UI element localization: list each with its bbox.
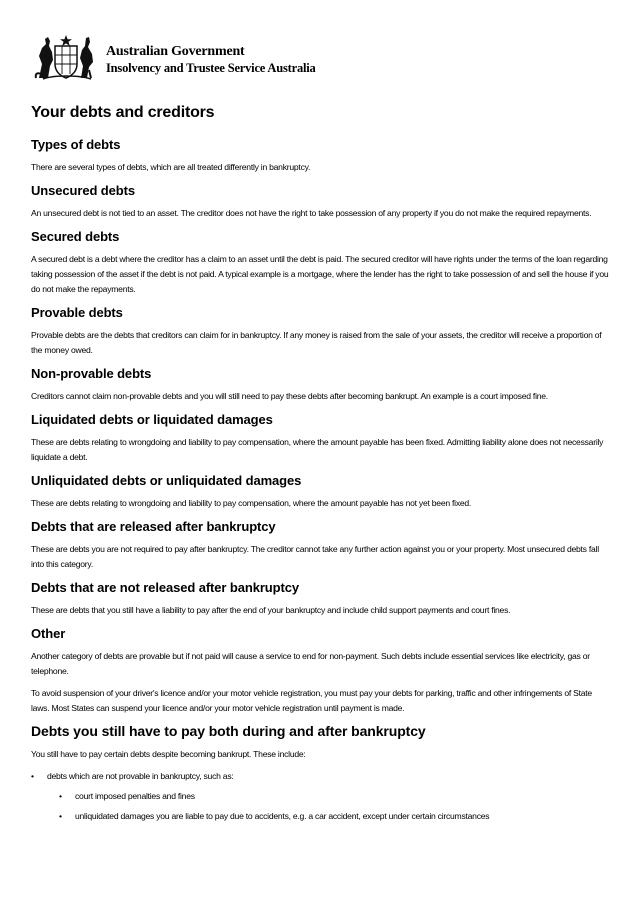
paragraph-unsecured-debts: An unsecured debt is not tied to an asset. The creditor does not have the right to take possession of any property if you do not make the required repayments. bbox=[31, 208, 592, 218]
heading-provable-debts: Provable debts bbox=[31, 305, 123, 320]
paragraph-liquidated-debts: These are debts relating to wrongdoing and liability to pay compensation, where the amount payable has been fixed. Admitting liability alone does not necessarily liquidate a debt. bbox=[31, 437, 604, 462]
heading-debts-during-and-after: Debts you still have to pay both during and after bankruptcy bbox=[31, 723, 426, 739]
list-item-text: debts which are not provable in bankruptcy, such as: bbox=[47, 771, 234, 781]
heading-unsecured-debts: Unsecured debts bbox=[31, 183, 135, 198]
heading-non-provable-debts: Non-provable debts bbox=[31, 366, 152, 381]
page-title: Your debts and creditors bbox=[31, 104, 215, 121]
coat-of-arms-logo bbox=[33, 34, 99, 80]
heading-types-of-debts: Types of debts bbox=[31, 137, 121, 152]
paragraph-not-released-debts: These are debts that you still have a liability to pay after the end of your bankruptcy and include child support payments and court fines. bbox=[31, 605, 511, 615]
bullet-list bbox=[31, 769, 611, 824]
list-item: • unliquidated damages you are liable to pay due to accidents, e.g. a car accident, except under certain circumstances bbox=[59, 809, 611, 824]
paragraph-unliquidated-debts: These are debts relating to wrongdoing and liability to pay compensation, where the amount payable has not yet been fixed. bbox=[31, 498, 472, 508]
heading-secured-debts: Secured debts bbox=[31, 229, 120, 244]
heading-liquidated-debts: Liquidated debts or liquidated damages bbox=[31, 412, 273, 427]
list-item: • court imposed penalties and fines bbox=[59, 789, 611, 804]
paragraph-types-of-debts: There are several types of debts, which are all treated differently in bankruptcy. bbox=[31, 162, 311, 172]
government-name: Australian Government bbox=[106, 44, 245, 59]
paragraph-released-debts: These are debts you are not required to pay after bankruptcy. The creditor cannot take any further action against you or your property. Most unsecured debts fall into this category. bbox=[31, 544, 599, 569]
paragraph-secured-debts: A secured debt is a debt where the creditor has a claim to an asset until the debt is paid. The secured creditor will have rights under the terms of the loan regarding taking possession of the asset if the debt is not paid. A typical example is a mortgage, where the lender has the right to take possession of and sell the house if you do not make the repayments. bbox=[31, 254, 609, 294]
sub-bullet-list bbox=[59, 789, 611, 824]
list-item bbox=[31, 769, 611, 824]
heading-other: Other bbox=[31, 626, 66, 641]
heading-released-debts: Debts that are released after bankruptcy bbox=[31, 519, 276, 534]
paragraph-other-1: Another category of debts are provable but if not paid will cause a service to end for non-payment. Such debts include essential services like electricity, gas or telephone. bbox=[31, 651, 590, 676]
agency-subname: Insolvency and Trustee Service Australia bbox=[106, 61, 316, 75]
document-body bbox=[31, 103, 611, 829]
paragraph-provable-debts: Provable debts are the debts that creditors can claim for in bankruptcy. If any money is raised from the sale of your assets, the creditor will receive a proportion of the money owed. bbox=[31, 330, 602, 355]
paragraph-debts-during-and-after: You still have to pay certain debts despite becoming bankrupt. These include: bbox=[31, 749, 306, 759]
agency-name bbox=[106, 44, 316, 76]
agency-header bbox=[33, 34, 333, 84]
heading-unliquidated-debts: Unliquidated debts or unliquidated damages bbox=[31, 473, 302, 488]
heading-not-released-debts: Debts that are not released after bankruptcy bbox=[31, 580, 299, 595]
paragraph-non-provable-debts: Creditors cannot claim non-provable debts and you will still need to pay these debts after becoming bankrupt. An example is a court imposed fine. bbox=[31, 391, 548, 401]
paragraph-other-2: To avoid suspension of your driver's licence and/or your motor vehicle registration, you must pay your debts for parking, traffic and other infringements of State laws. Most States can suspend your licence and/or your motor vehicle registration until payment is made. bbox=[31, 688, 592, 713]
